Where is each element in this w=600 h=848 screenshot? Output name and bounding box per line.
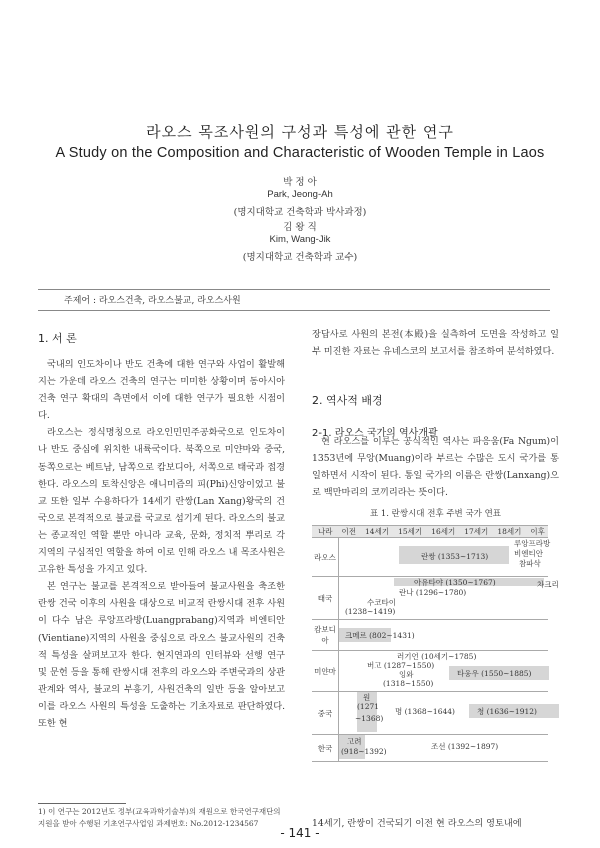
paper-title-english: A Study on the Composition and Characteristic of Wooden Temple in Laos bbox=[55, 145, 545, 161]
right-column-intro bbox=[312, 326, 559, 360]
footnote: 1) 이 연구는 2012년도 정부(교육과학기술부)의 재원으로 한국연구재단의 지원을 받아 수행된 기초연구사업임 과제번호: No.2012-1234567 bbox=[38, 807, 281, 828]
keywords: 주제어 : 라오스건축, 라오스불교, 라오스사원 bbox=[64, 296, 241, 306]
header-cell: 이후 bbox=[530, 527, 545, 536]
country-cell: 태국 bbox=[312, 577, 339, 620]
period-label: (1318~1550) bbox=[383, 679, 434, 688]
period-label: 참파삭 bbox=[519, 559, 541, 568]
period-label: 조선 (1392~1897) bbox=[431, 742, 499, 751]
period-label: (1238~1419) bbox=[345, 607, 396, 616]
period-label: 잉와 bbox=[399, 670, 414, 679]
table-header-row bbox=[312, 526, 548, 538]
timeline-table bbox=[312, 525, 559, 762]
period-label: 명 (1368~1644) bbox=[395, 707, 455, 716]
author-1-affiliation: (명지대학교 건축학과 박사과정) bbox=[233, 207, 367, 218]
period-label: 차크리 bbox=[537, 580, 559, 589]
header-cell: 이전 bbox=[341, 527, 356, 536]
period-label: 비엔티안 bbox=[514, 549, 543, 558]
paper-title-korean: 라오스 목조사원의 구성과 특성에 관한 연구 bbox=[146, 123, 454, 141]
paragraph: 본 연구는 불교를 본격적으로 받아들여 불교사원을 축조한 란쌍 건국 이후의 사원을 대상으로 비교적 란쌍시대 전후 사원이 다수 남은 루앙프라방(Luangprabang)지역과 비엔티안(Vientiane)지역의 사원을 중심으로 라오스 불교사원의 건축적 특성을 살펴보고자 한다. 현지연과의 인터뷰와 선행 연구 및 문헌 등을 통해 란쌍시대 전후의 라오스와 주변국과의 상관관계와 역사, 불교의 부흥기, 사원건축의 일반 등을 알아보고 이를 라오스 사원의 특성을 도출하는 기초자료로 판단하였다. 또한 현 bbox=[38, 581, 285, 729]
table-row bbox=[312, 651, 548, 692]
paragraph: 현 라오스를 이루는 공식적인 역사는 파응움(Fa Ngum)이 1353년에 무앙(Muang)이라 부르는 수많은 도시 국가를 통일하면서 시작이 된다. 통일 국가의 이름은 란쌍(Lanxang)으로 백만마리의 코끼리라는 뜻이다. bbox=[312, 436, 559, 499]
paragraph: 국내의 인도차이나 반도 건축에 대한 연구와 사업이 활발해 지는 가운데 라오스 건축의 연구는 미미한 상황이며 동아시아 건축 연구 확대의 측면에서 이에 대한 연구가 필요한 시점이다. bbox=[38, 359, 285, 422]
author-2-english: Kim, Wang-Jik bbox=[269, 234, 331, 245]
section-heading-introduction: 1. 서 론 bbox=[38, 332, 77, 345]
author-2-korean: 김 왕 직 bbox=[283, 222, 317, 233]
header-cell: 17세기 bbox=[464, 527, 489, 536]
period-label: 란쌍 (1353~1713) bbox=[421, 552, 489, 561]
period-label: 버고 (1287~1550) bbox=[367, 661, 435, 670]
header-cell: 15세기 bbox=[398, 527, 423, 536]
period-label: ~1368) bbox=[355, 714, 384, 723]
header-periods bbox=[339, 526, 549, 538]
header-cell: 16세기 bbox=[431, 527, 456, 536]
section-heading-history: 2. 역사적 배경 bbox=[312, 394, 383, 407]
header-cell: 나라 bbox=[312, 526, 339, 538]
country-cell: 라오스 bbox=[312, 538, 339, 577]
table-caption: 표 1. 란쌍시대 전후 주변 국가 연표 bbox=[369, 509, 502, 519]
right-column-body bbox=[312, 433, 559, 501]
period-label: 수코타이 bbox=[367, 598, 396, 607]
table-row bbox=[312, 735, 548, 762]
country-cell: 한국 bbox=[312, 735, 339, 762]
period-label: 크메르 (802~1431) bbox=[345, 631, 415, 640]
header-cell: 18세기 bbox=[497, 527, 522, 536]
table-row bbox=[312, 538, 548, 577]
country-cell: 미얀마 bbox=[312, 651, 339, 692]
author-1-english: Park, Jeong-Ah bbox=[267, 189, 333, 200]
table-row bbox=[312, 692, 548, 735]
period-label: 루앙프라방 bbox=[514, 539, 551, 548]
footnote-divider bbox=[38, 803, 126, 804]
table-row bbox=[312, 620, 548, 651]
period-label: 원 bbox=[363, 693, 371, 702]
period-label: 아유타야 (1350~1767) bbox=[414, 578, 496, 587]
header-cell: 14세기 bbox=[365, 527, 390, 536]
period-label: 고려 bbox=[347, 737, 362, 746]
left-column-body bbox=[38, 356, 285, 732]
author-2-affiliation: (명지대학교 건축학과 교수) bbox=[242, 252, 358, 263]
paragraph: 14세기, 란쌍이 건국되기 이전 현 라오스의 영토내에 bbox=[312, 818, 522, 829]
period-label: (1271 bbox=[357, 702, 380, 711]
table-row bbox=[312, 577, 548, 620]
author-1-korean: 박 정 아 bbox=[283, 177, 317, 188]
subsection-heading: 2-1. 라오스 국가의 역사개괄 bbox=[312, 428, 438, 439]
period-label: 란나 (1296~1780) bbox=[399, 588, 467, 597]
period-label: 타웅우 (1550~1885) bbox=[457, 669, 532, 678]
period-label: (918~1392) bbox=[341, 747, 387, 756]
paragraph: 라오스는 정식명칭으로 라오인민민주공화국으로 인도차이나 반도 중심에 위치한 내륙국이다. 북쪽으로 미얀마와 중국, 동쪽으로는 베트남, 남쪽으로 캄보디아, 서쪽으로 태국과 접경한다. 라오스의 토착신앙은 애니미즘의 피(Phi)신앙이었고 불교 또한 일부 수용하다가 14세기 란쌍(Lan Xang)왕국의 건국으로 본격적으로 불교를 국교로 섬기게 된다. 라오스의 불교는 종교적인 역할 뿐만 아니라 교육, 문화, 정치적 뿌리로 각 지역의 구심적인 역할을 하여 이로 인해 라오스 내 목조사원은 고유한 특성을 가지고 있다. bbox=[38, 427, 285, 576]
period-label: 러기언 (10세기~1785) bbox=[397, 652, 477, 661]
paragraph: 장답사로 사원의 본전(本殿)을 실측하여 도면을 작성하고 일부 미진한 자료는 유네스코의 보고서를 참조하여 분석하였다. bbox=[312, 329, 559, 358]
country-cell: 캄보디아 bbox=[312, 620, 339, 651]
country-cell: 중국 bbox=[312, 692, 339, 735]
page-number: - 141 - bbox=[280, 826, 320, 840]
period-label: 청 (1636~1912) bbox=[477, 707, 537, 716]
